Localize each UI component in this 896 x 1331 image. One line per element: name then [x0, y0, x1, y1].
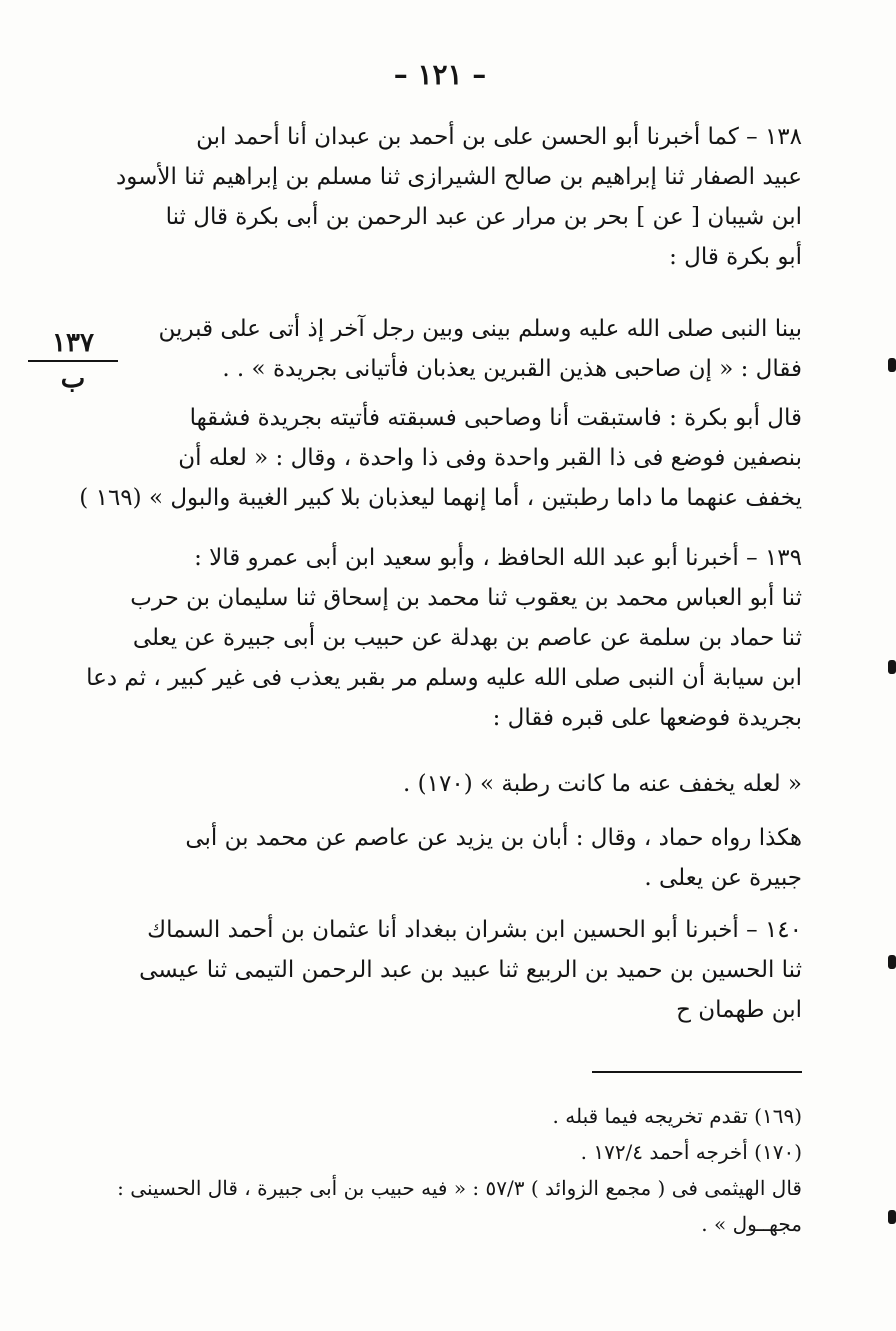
hadith-139-matn: [362, 764, 802, 804]
footnotes: [117, 1098, 802, 1242]
text-line: ١٣٨ – كما أخبرنا أبو الحسن على بن أحمد بن عبدان أنا أحمد ابن: [196, 124, 802, 150]
text-line: ابن شيبان [ عن ] بحر بن مرار عن عبد الرحمن بن أبى بكرة قال ثنا: [165, 204, 802, 230]
footnote-line: قال الهيثمى فى ( مجمع الزوائد ) ٥٧/٣ : « فيه حبيب بن أبى جبيرة ، قال الحسينى :: [117, 1176, 802, 1200]
manuscript-folio-note: [28, 328, 118, 394]
hadith-139: [86, 538, 802, 738]
footnote-170: (١٧٠) أخرجه أحمد ١٧٢/٤ .: [580, 1140, 802, 1164]
text-line: عبيد الصفار ثنا إبراهيم بن صالح الشيرازى ثنا مسلم بن إبراهيم ثنا الأسود: [116, 164, 802, 190]
text-line: بينا النبى صلى الله عليه وسلم بينى وبين رجل آخر إذ أتى على قبرين: [158, 316, 802, 342]
text-line: قال أبو بكرة : فاستبقت أنا وصاحبى فسبقته فأتيته بجريدة فشقها: [189, 405, 802, 431]
scan-edge-mark: [888, 358, 896, 372]
scan-edge-mark: [888, 1210, 896, 1224]
footnote-divider: [592, 1071, 802, 1073]
hadith-138-matn: [122, 309, 802, 389]
text-line: فقال : « إن صاحبى هذين القبرين يعذبان فأتيانى بجريدة » . .: [222, 356, 802, 382]
abu-bakra-statement: [79, 398, 802, 518]
page-number: – ١٢١ –: [393, 58, 487, 91]
text-line: ثنا حماد بن سلمة عن عاصم بن بهدلة عن حبيب بن أبى جبيرة عن يعلى: [132, 625, 802, 651]
footnote-line: مجهــول » .: [701, 1212, 802, 1236]
text-line: ثنا أبو العباس محمد بن يعقوب ثنا محمد بن إسحاق ثنا سليمان بن حرب: [130, 585, 802, 611]
narration-note: [132, 818, 802, 898]
text-line: يخفف عنهما ما داما رطبتين ، أما إنهما ليعذبان بلا كبير الغيبة والبول » (١٦٩ ): [79, 485, 802, 511]
footnote-169: (١٦٩) تقدم تخريجه فيما قبله .: [552, 1104, 802, 1128]
text-line: جبيرة عن يعلى .: [644, 865, 802, 891]
text-line: ١٤٠ – أخبرنا أبو الحسين ابن بشران ببغداد أنا عثمان بن أحمد السماك: [147, 917, 802, 943]
text-line: هكذا رواه حماد ، وقال : أبان بن يزيد عن عاصم عن محمد بن أبى: [185, 825, 802, 851]
hadith-138: [112, 117, 802, 277]
text-line: « لعله يخفف عنه ما كانت رطبة » (١٧٠) .: [403, 771, 802, 797]
text-line: بجريدة فوضعها على قبره فقال :: [492, 705, 802, 731]
folio-number: ١٣٧: [28, 328, 118, 362]
text-line: أبو بكرة قال :: [669, 244, 802, 270]
text-line: ثنا الحسين بن حميد بن الربيع ثنا عبيد بن عبد الرحمن التيمى ثنا عيسى: [139, 957, 802, 983]
folio-side: ب: [60, 364, 86, 394]
text-line: ابن طهمان ح: [676, 997, 802, 1023]
scan-edge-mark: [888, 955, 896, 969]
text-line: ١٣٩ – أخبرنا أبو عبد الله الحافظ ، وأبو سعيد ابن أبى عمرو قالا :: [194, 545, 802, 571]
text-line: ابن سيابة أن النبى صلى الله عليه وسلم مر بقبر يعذب فى غير كبير ، ثم دعا: [86, 665, 802, 691]
scan-edge-mark: [888, 660, 896, 674]
hadith-140: [112, 910, 802, 1030]
text-line: بنصفين فوضع فى ذا القبر واحدة وفى ذا واحدة ، وقال : « لعله أن: [178, 445, 802, 471]
